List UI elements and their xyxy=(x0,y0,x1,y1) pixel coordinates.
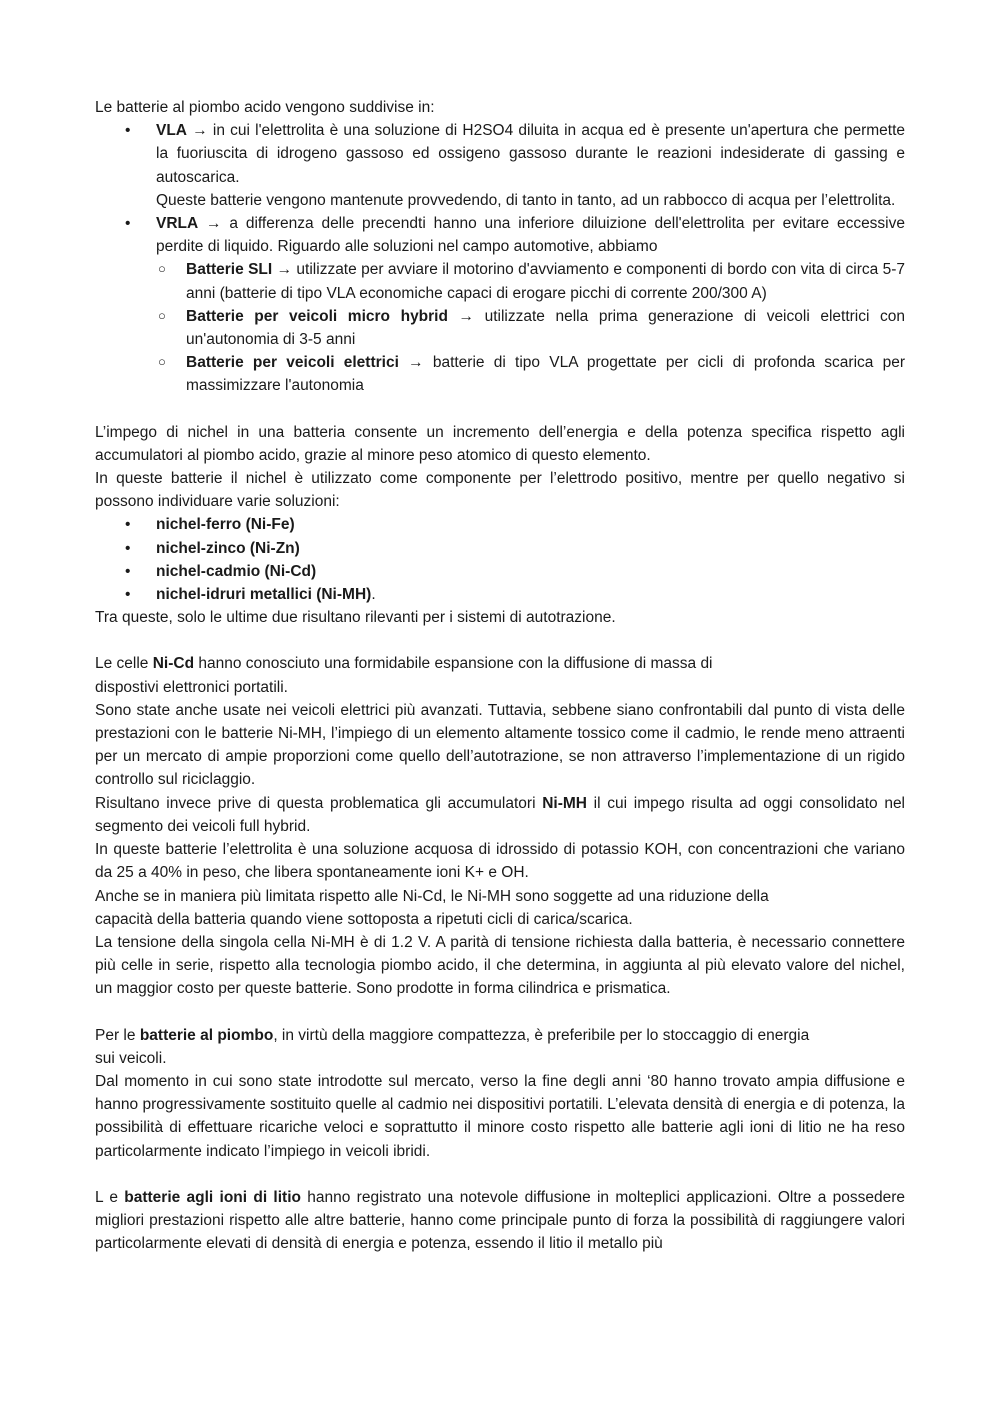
nickel-paragraph-1: L’impego di nichel in una batteria consente un incremento dell’energia e della potenza specifica rispetto agli accumulatori al piombo acido, grazie al minore peso atomico di questo elemento. xyxy=(95,423,905,464)
circle-bullet-icon: ○ xyxy=(158,261,166,277)
text-run: Anche se in maniera più limitata rispetto alle Ni-Cd, le Ni-MH sono soggette ad una riduzione della xyxy=(95,887,769,905)
list-item-electric xyxy=(95,351,905,397)
lead-acid-intro: Le batterie al piombo acido vengono suddivise in: xyxy=(95,99,435,116)
list-item xyxy=(95,583,905,606)
nicd-paragraph-1 xyxy=(95,652,905,698)
text-run: , in virtù della maggiore compattezza, è preferibile per lo stoccaggio di energia xyxy=(273,1026,810,1044)
subtype-description: → utilizzate per avviare il motorino d'avviamento e componenti di bordo con vita di circa 5-7 anni (batterie di tipo VLA economiche capaci di erogare picchi di corrente 200/300 A) xyxy=(186,261,906,302)
list-item-sli xyxy=(95,258,905,304)
bullet-icon: • xyxy=(125,215,131,233)
vla-maintenance: Queste batterie vengono mantenute provvedendo, di tanto in tanto, ad un rabbocco di acqua per l’elettrolita. xyxy=(156,191,896,209)
nickel-type: nichel-idruri metallici (Ni-MH) xyxy=(156,586,372,604)
bullet-icon: • xyxy=(125,122,131,140)
lead-paragraph-1 xyxy=(95,1024,905,1070)
electrolyte-paragraph: In queste batterie l’elettrolita è una soluzione acquosa di idrossido di potassio KOH, con concentrazioni che variano da 25 a 40% in peso, che libera spontaneamente ioni K+ e OH. xyxy=(95,841,905,882)
bullet-icon: • xyxy=(125,516,131,534)
nickel-type: nichel-cadmio (Ni-Cd) xyxy=(156,562,317,580)
text-run: hanno conosciuto una formidabile espansione con la diffusione di massa di xyxy=(194,655,713,673)
lithium-paragraph xyxy=(95,1186,905,1256)
subtype-label: Batterie per veicoli elettrici xyxy=(186,354,399,372)
nickel-paragraph-3: Tra queste, solo le ultime due risultano rilevanti per i sistemi di autotrazione. xyxy=(95,609,616,627)
vrla-label: VRLA xyxy=(156,215,199,233)
nicd-term: Ni-Cd xyxy=(152,655,195,673)
nickel-type: nichel-zinco (Ni-Zn) xyxy=(156,539,300,557)
list-item-micro-hybrid xyxy=(95,305,905,351)
text-run: hanno registrato una notevole diffusione in molteplici applicazioni. Oltre a possedere migliori prestazioni rispetto alle altre batterie, hanno come principale punto di forza la possibilità di raggiungere valori particolarmente elevati di densità di energia e potenza, essendo il litio il metallo più xyxy=(95,1188,905,1253)
text-run: sui veicoli. xyxy=(95,1049,167,1067)
list-item xyxy=(95,537,905,560)
vla-label: VLA xyxy=(156,122,187,140)
list-item-vrla xyxy=(95,212,905,398)
nickel-type: nichel-ferro (Ni-Fe) xyxy=(156,516,295,534)
list-item xyxy=(95,560,905,583)
text-run: dispostivi elettronici portatili. xyxy=(95,678,288,696)
nicd-paragraph-2: Sono state anche usate nei veicoli elettrici più avanzati. Tuttavia, sebbene siano confrontabili dal punto di vista delle prestazioni con le batterie Ni-MH, l’impiego di un elemento altamente tossico come il cadmio, le rende meno attraenti per un mercato di ampie proporzioni come quello dell’autotrazione, se non attraverso l’implementazione di un rigido controllo sul riciclaggio. xyxy=(95,701,905,789)
list-end-punct: . xyxy=(371,586,376,604)
text-run: il cui impego risulta ad oggi consolidato nel segmento dei veicoli full hybrid. xyxy=(95,794,906,835)
circle-bullet-icon: ○ xyxy=(158,307,166,323)
subtype-description: → batterie di tipo VLA progettate per cicli di profonda scarica per massimizzare l'autonomia xyxy=(186,354,906,395)
nickel-types-list xyxy=(95,513,905,606)
nickel-paragraph-2: In queste batterie il nichel è utilizzato come componente per l’elettrodo positivo, mentre per quello negativo si possono individuare varie soluzioni: xyxy=(95,470,905,511)
capacity-paragraph xyxy=(95,885,905,931)
bullet-icon: • xyxy=(125,539,131,557)
bullet-icon: • xyxy=(125,562,131,580)
text-run: capacità della batteria quando viene sottoposta a ripetuti cicli di carica/scarica. xyxy=(95,910,633,928)
lead-acid-types-list xyxy=(95,119,905,397)
text-run: Risultano invece prive di questa problematica gli accumulatori xyxy=(95,794,543,812)
lead-term: batterie al piombo xyxy=(139,1026,274,1044)
circle-bullet-icon: ○ xyxy=(158,354,166,370)
text-run: Per le xyxy=(95,1026,140,1044)
list-item xyxy=(95,513,905,536)
nimh-paragraph xyxy=(95,792,905,838)
voltage-paragraph: La tensione della singola cella Ni-MH è di 1.2 V. A parità di tensione richiesta dalla batteria, è necessario connettere più celle in serie, rispetto alla tecnologia piombo acido, il che determina, in aggiunta al più elevato valore del nichel, un maggior costo per queste batterie. Sono prodotte in forma cilindrica e prismatica. xyxy=(95,933,905,998)
document-page xyxy=(95,96,905,1255)
subtype-label: Batterie per veicoli micro hybrid xyxy=(186,307,448,325)
subtype-label: Batterie SLI xyxy=(186,261,273,279)
text-run: Le celle xyxy=(95,655,153,673)
lead-paragraph-2: Dal momento in cui sono state introdotte sul mercato, verso la fine degli anni ‘80 hanno trovato ampia diffusione e hanno progressivamente sostituito quelle al cadmio nei dispositivi portatili. L’elevata densità di energia e di potenza, la possibilità di effettuare ricariche veloci e soprattutto il minore costo rispetto alle batterie agli ioni di litio ne ha reso particolarmente indicato l’impiego in veicoli ibridi. xyxy=(95,1072,905,1160)
subtype-description: → utilizzate nella prima generazione di veicoli elettrici con un'autonomia di 3-5 anni xyxy=(186,307,906,349)
lithium-term: batterie agli ioni di litio xyxy=(124,1188,301,1206)
nimh-term: Ni-MH xyxy=(542,794,587,812)
bullet-icon: • xyxy=(125,586,131,604)
vla-description: → in cui l'elettrolita è una soluzione di H2SO4 diluita in acqua ed è presente un'apertura che permette la fuoriuscita di idrogeno gassoso ed ossigeno gassoso durante le reazioni indesiderate di gassing e autoscarica. xyxy=(156,122,905,186)
vrla-description: → a differenza delle precendti hanno una inferiore diluizione dell'elettrolita per evitare eccessive perdite di liquido. Riguardo alle soluzioni nel campo automotive, abbiamo xyxy=(156,215,905,256)
list-item-vla xyxy=(95,119,905,212)
automotive-subtypes-list xyxy=(156,258,905,397)
text-run: L e xyxy=(95,1188,125,1206)
